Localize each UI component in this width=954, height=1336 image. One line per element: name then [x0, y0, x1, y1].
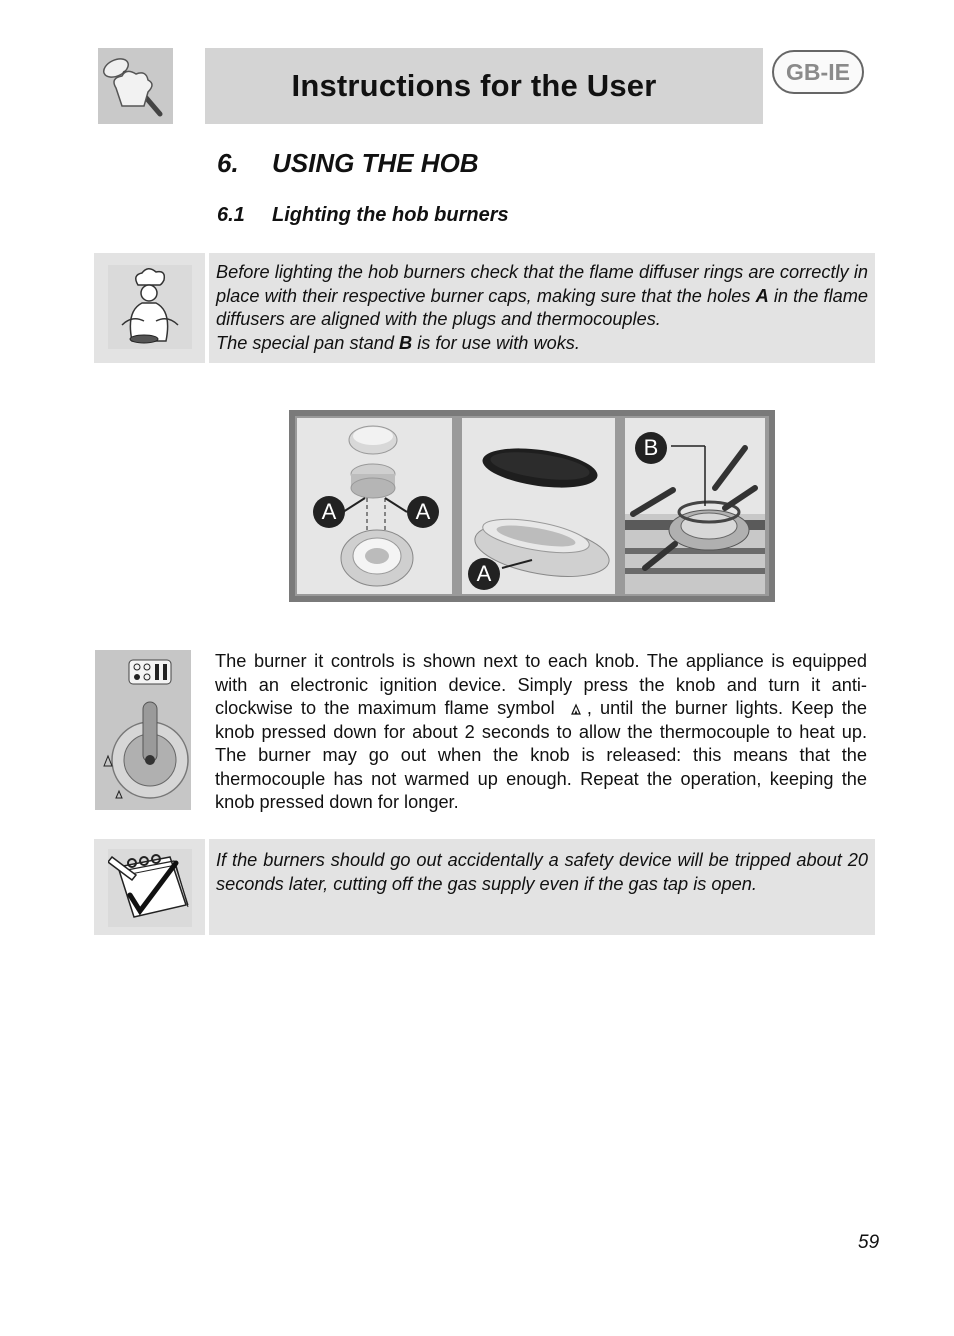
- label-a-left: A: [321, 499, 337, 524]
- burner-illustration: [289, 410, 775, 602]
- knob-text-a: The burner it controls is shown next to each knob. The appliance is equipped with an electronic ignition device. Simply press the knob and turn it anti-clockwise to the maximum flame symbol: [215, 651, 867, 718]
- knob-icon: [95, 650, 191, 810]
- burner-panel: [297, 418, 452, 594]
- chef-icon: [108, 265, 192, 349]
- knob-instructions: [215, 650, 867, 815]
- note-box-1: [209, 253, 875, 363]
- section-heading: [217, 148, 479, 179]
- language-badge: [772, 50, 864, 94]
- note-2-text: If the burners should go out accidentally a safety device will be tripped about 20 seconds later, cutting off the gas supply even if the gas tap is open.: [216, 850, 868, 894]
- section-number: 6.: [217, 148, 239, 178]
- note-1-text-d: is for use with woks.: [412, 332, 580, 353]
- burner-drawing: [297, 418, 452, 594]
- note-1-bold-b: B: [399, 332, 413, 353]
- note-box-2: [209, 839, 875, 935]
- note-1-text-a: Before lighting the hob burners check that the flame diffuser rings are correctly in place with their respective burner caps, making sure that the holes: [216, 262, 868, 306]
- subsection-title: Lighting the hob burners: [272, 204, 509, 226]
- chef-icon-box: [94, 253, 205, 363]
- page-header-title: Instructions for the User: [291, 68, 657, 103]
- note-1-text: [216, 261, 868, 355]
- note-1-bold-a: A: [755, 285, 769, 306]
- brand-logo: [98, 48, 173, 124]
- label-a-right: A: [415, 499, 431, 524]
- page-number: 59: [858, 1232, 880, 1253]
- knob-text-b: , until the burner lights. Keep the knob pressed down for about 2 seconds to allow the thermocouple to heat up. The burner may go out when the knob is released: this means that the thermocouple has not warmed up enough. Repeat the operation, keeping the knob pressed down for longer.: [215, 698, 867, 812]
- oval-burner-panel: [462, 418, 615, 594]
- language-badge-label: GB-IE: [786, 58, 850, 85]
- label-b: B: [643, 435, 659, 460]
- notepad-icon-box: [94, 839, 205, 935]
- oval-burner-drawing: [462, 418, 615, 594]
- note-1-text-c: The special pan stand: [216, 332, 400, 353]
- label-a-bottom: A: [476, 561, 492, 586]
- subsection-number: 6.1: [217, 204, 245, 226]
- header-title-bar: [205, 48, 763, 124]
- knob-icon-box: [95, 650, 191, 810]
- subsection-heading: [217, 204, 509, 227]
- wok-stand-panel: [625, 418, 765, 594]
- notepad-check-icon: [108, 849, 192, 927]
- chef-icon-frame: [108, 265, 192, 349]
- note-1-text-b: in the flame diffusers are aligned with the plugs and thermocouples.: [216, 285, 868, 329]
- notepad-icon-frame: [108, 849, 192, 927]
- max-flame-icon: [571, 703, 581, 715]
- chef-spoon-icon: [98, 48, 173, 124]
- section-title: USING THE HOB: [272, 148, 479, 178]
- wok-stand-drawing: [625, 418, 765, 594]
